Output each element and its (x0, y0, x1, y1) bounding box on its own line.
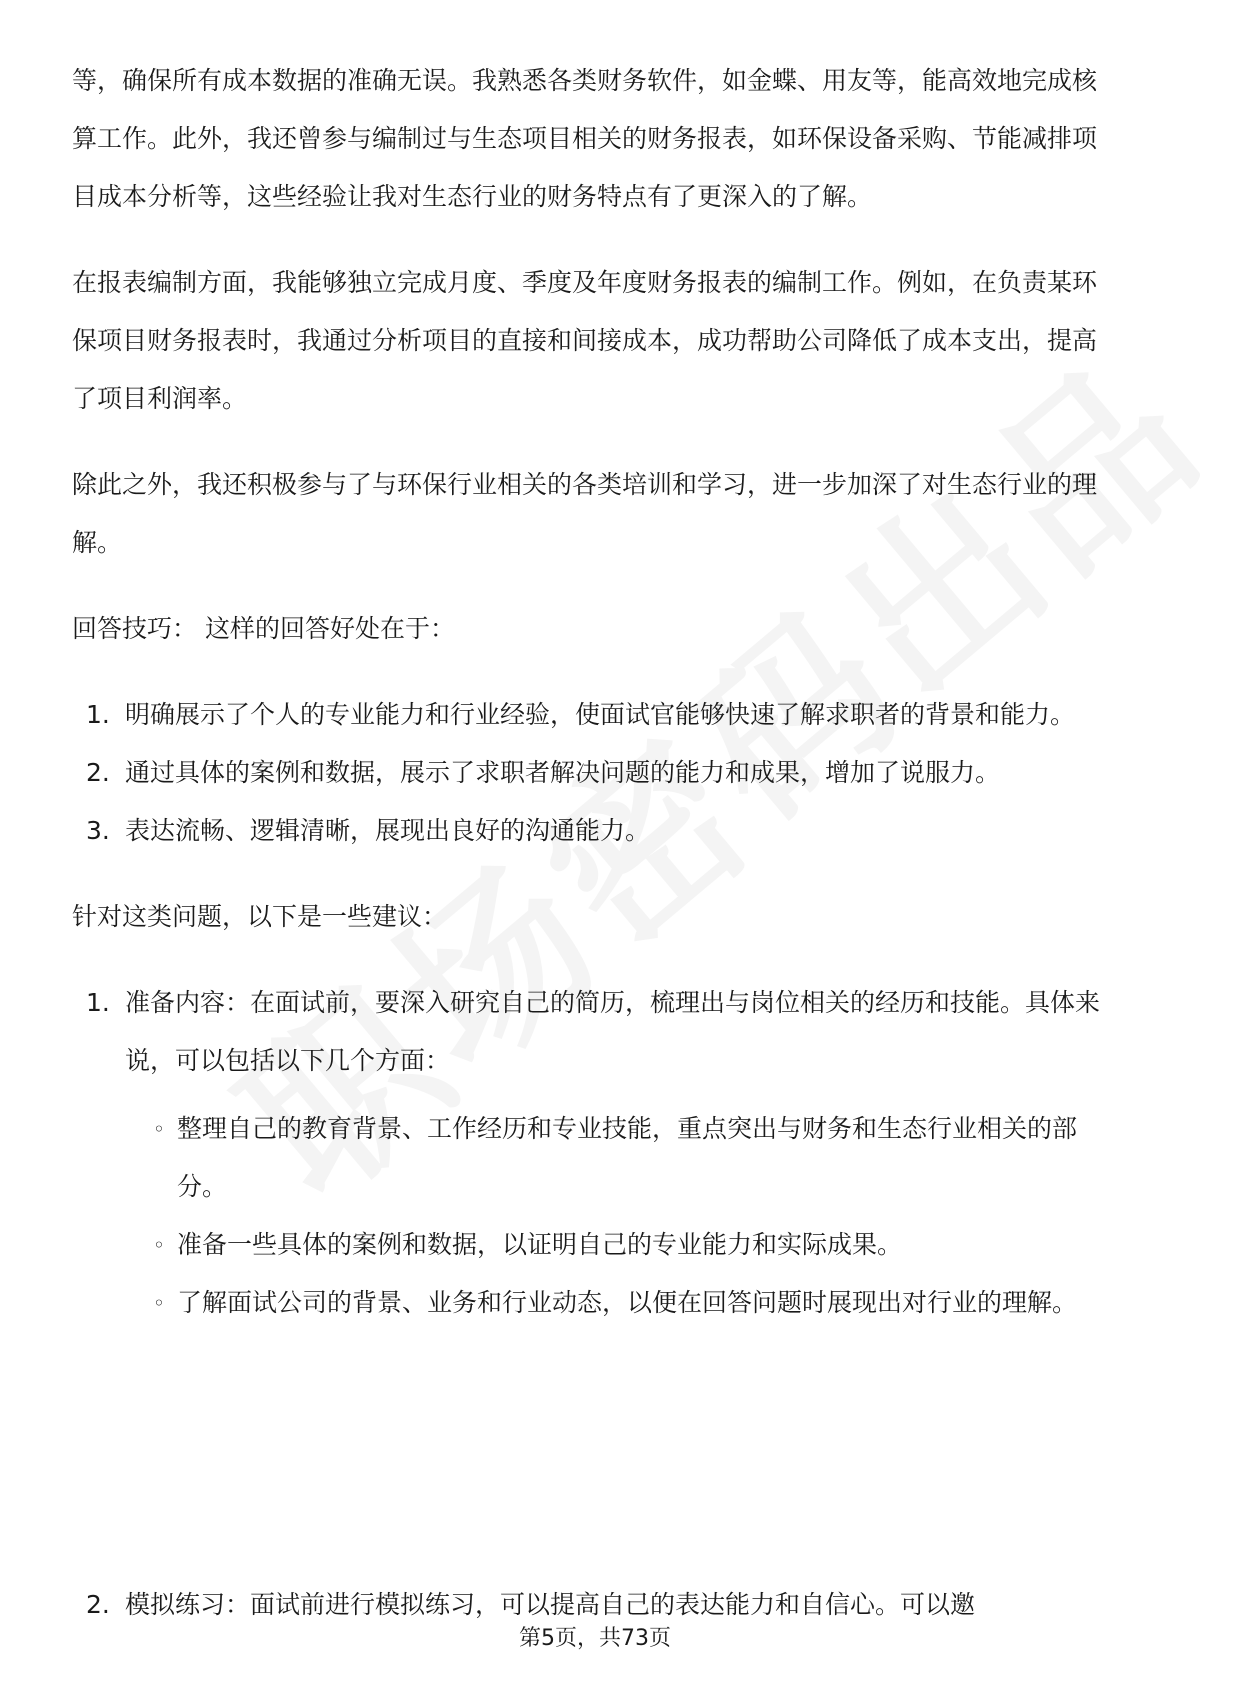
list-item-text: 模拟练习：面试前进行模拟练习，可以提高自己的表达能力和自信心。可以邀 (125, 1590, 976, 1619)
list-item (72, 974, 1118, 1090)
sub-list-item-text: 了解面试公司的背景、业务和行业动态，以便在回答问题时展现出对行业的理解。 (177, 1288, 1078, 1317)
sub-list-item-text: 准备一些具体的案例和数据，以证明自己的专业能力和实际成果。 (177, 1230, 903, 1259)
list-number: 1. (86, 988, 110, 1017)
list-item-text: 通过具体的案例和数据，展示了求职者解决问题的能力和成果，增加了说服力。 (125, 758, 1001, 787)
sub-list-item (153, 1274, 1118, 1332)
list-item-text: 准备内容：在面试前，要深入研究自己的简历，梳理出与岗位相关的经历和技能。具体来说，可以包括以下几个方面： (125, 988, 1101, 1075)
paragraph-training: 除此之外，我还积极参与了与环保行业相关的各类培训和学习，进一步加深了对生态行业的理解。 (72, 470, 1098, 557)
paragraph-cost-accounting: 等，确保所有成本数据的准确无误。我熟悉各类财务软件，如金蝶、用友等，能高效地完成核算工作。此外，我还曾参与编制过与生态项目相关的财务报表，如环保设备采购、节能减排项目成本分析等，这些经验让我对生态行业的财务特点有了更深入的了解。 (72, 66, 1098, 211)
bullet-icon: ◦ (153, 1291, 165, 1315)
sub-list-item (153, 1100, 1118, 1216)
document-page (72, 52, 1118, 1360)
list-item (72, 802, 1118, 860)
list-number: 1. (86, 700, 110, 729)
list-number: 2. (86, 758, 110, 787)
list-item (72, 686, 1118, 744)
suggestion-list (72, 974, 1118, 1090)
list-number: 2. (86, 1590, 110, 1619)
bullet-icon: ◦ (153, 1117, 165, 1141)
suggestion-intro: 针对这类问题，以下是一些建议： (72, 902, 448, 931)
list-item-text: 表达流畅、逻辑清晰，展现出良好的沟通能力。 (125, 816, 651, 845)
sub-list-item-text: 整理自己的教育背景、工作经历和专业技能，重点突出与财务和生态行业相关的部分。 (177, 1114, 1078, 1201)
answer-tips-heading: 回答技巧： 这样的回答好处在于： (72, 614, 455, 643)
list-item (72, 744, 1118, 802)
page-number: 第5页，共73页 (513, 1626, 677, 1651)
sub-list-item (153, 1216, 1118, 1274)
tips-list (72, 686, 1118, 860)
bullet-icon: ◦ (153, 1233, 165, 1257)
page-footer (0, 1624, 1190, 1654)
sub-bullet-list (72, 1100, 1118, 1332)
list-item-text: 明确展示了个人的专业能力和行业经验，使面试官能够快速了解求职者的背景和能力。 (125, 700, 1076, 729)
list-number: 3. (86, 816, 110, 845)
paragraph-report-compilation: 在报表编制方面，我能够独立完成月度、季度及年度财务报表的编制工作。例如，在负责某环保项目财务报表时，我通过分析项目的直接和间接成本，成功帮助公司降低了成本支出，提高了项目利润率。 (72, 268, 1098, 413)
